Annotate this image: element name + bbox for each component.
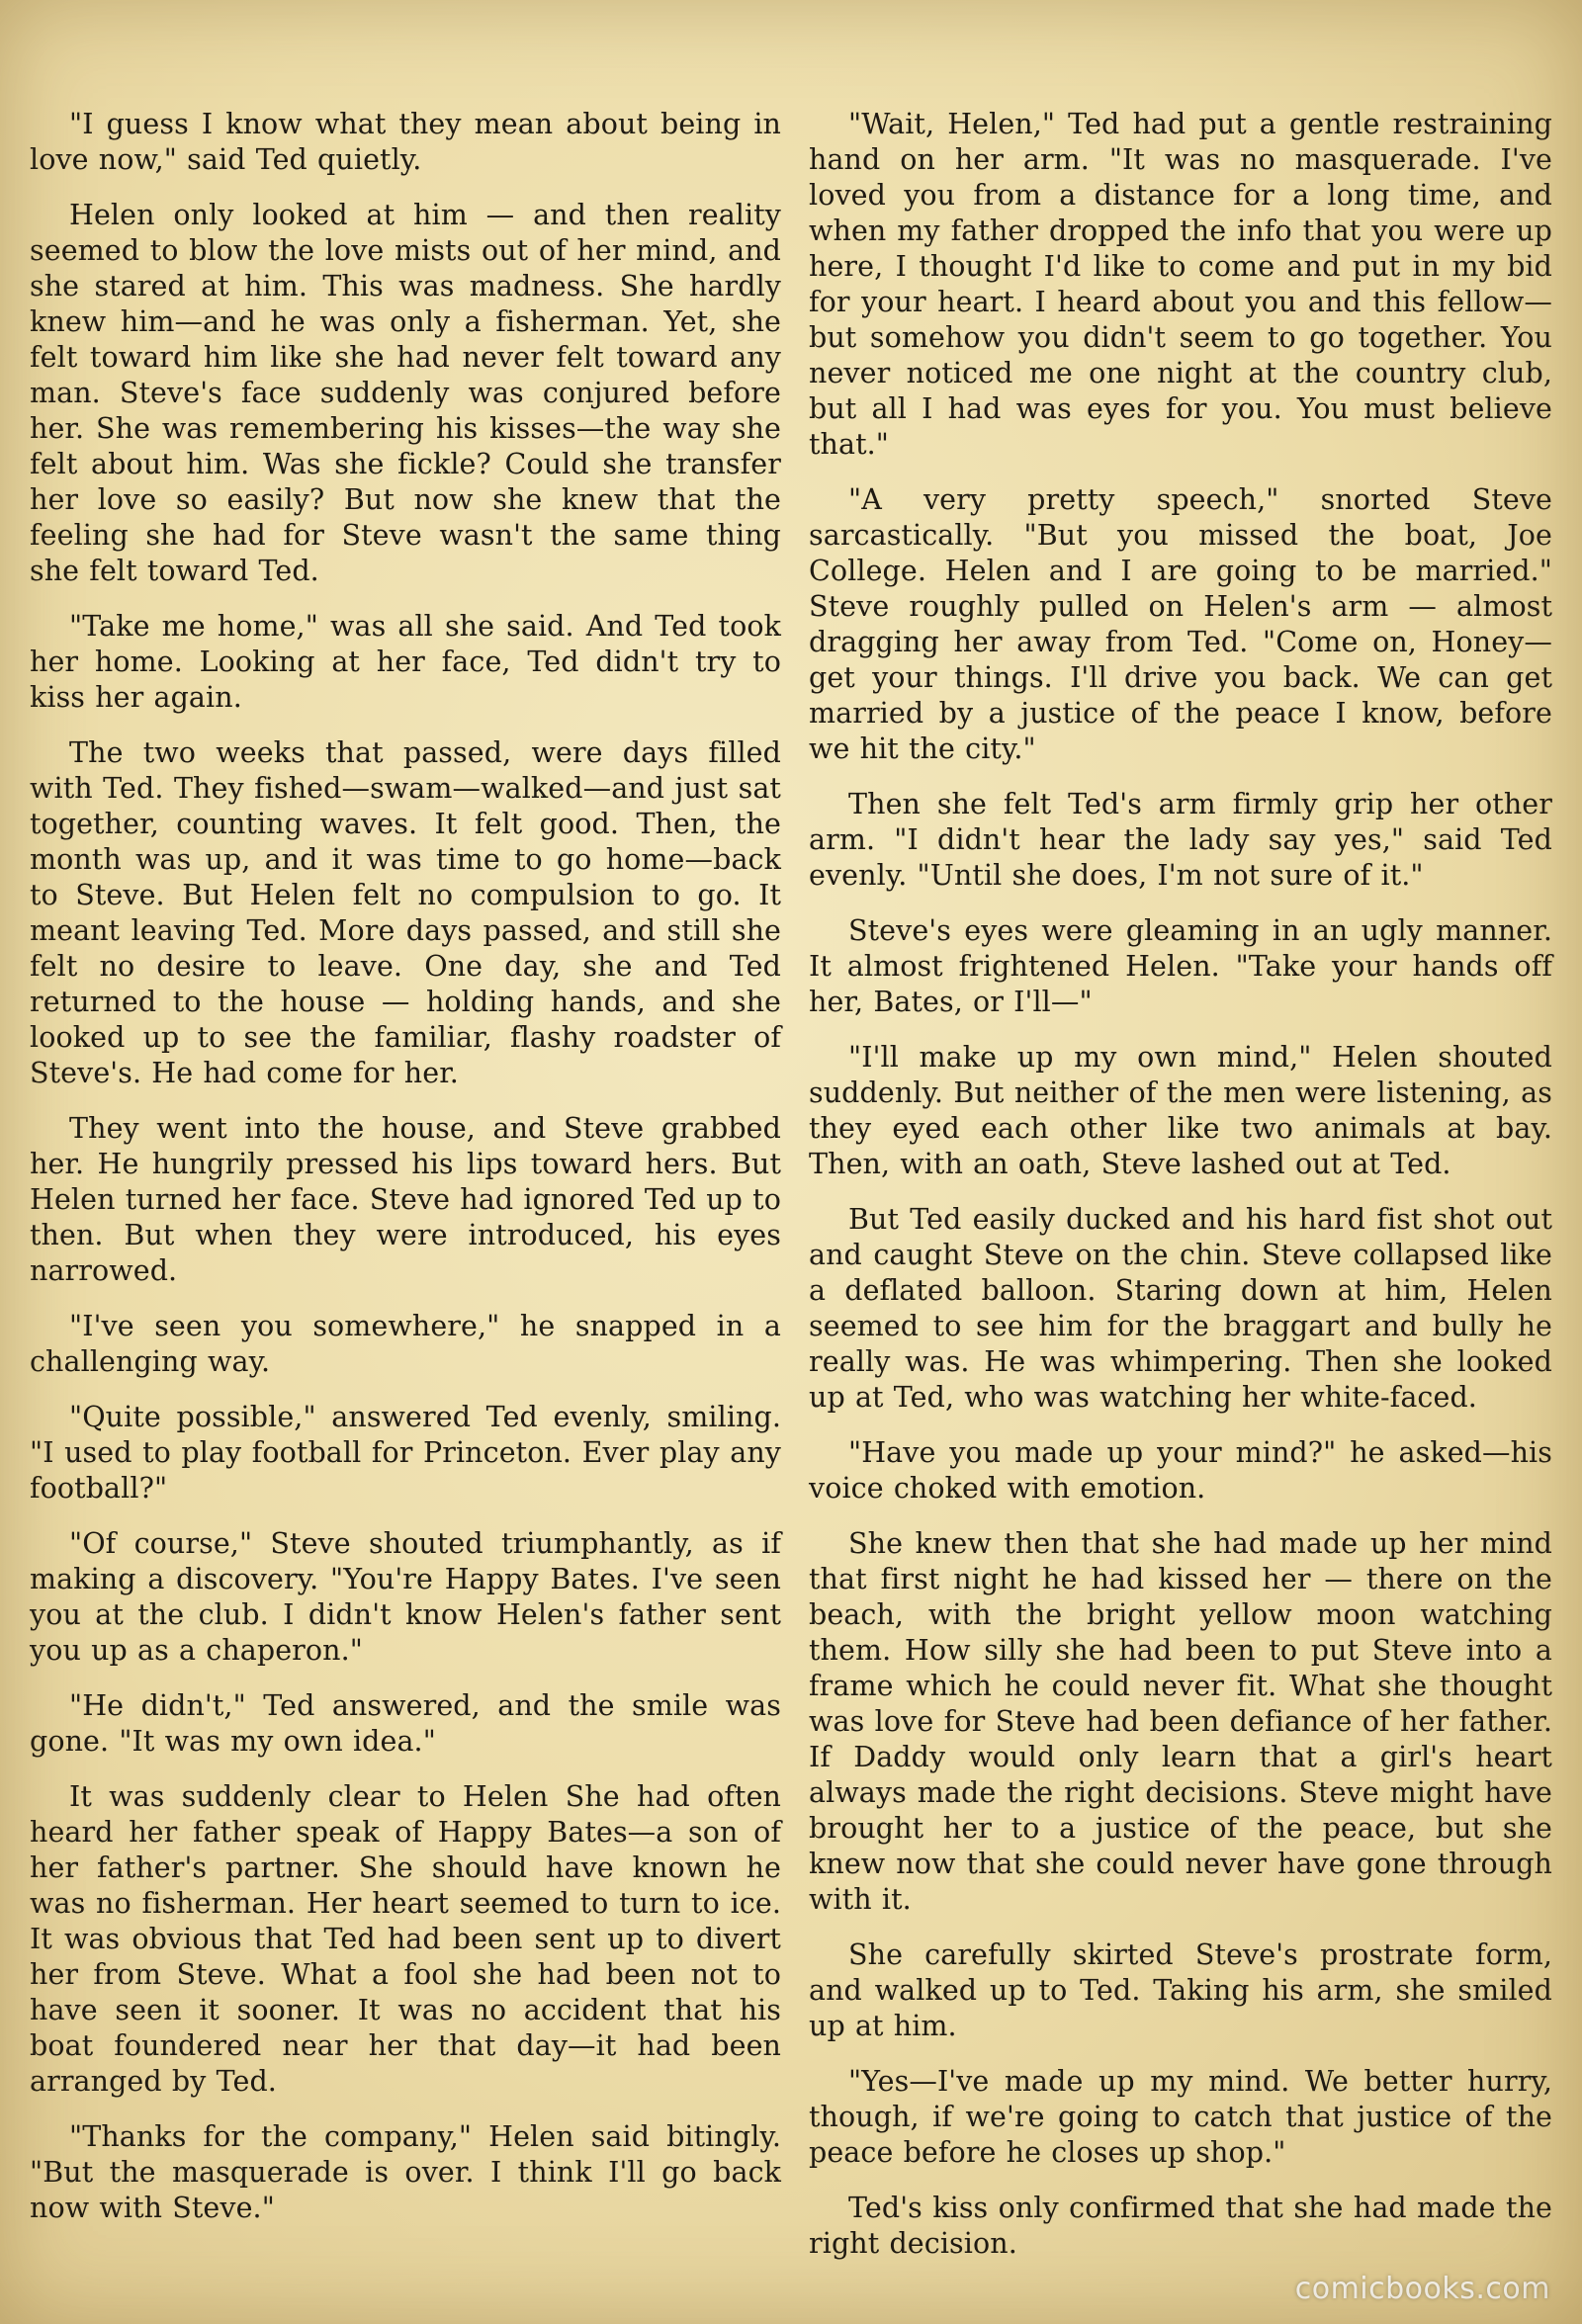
paragraph: "Wait, Helen," Ted had put a gentle restraining hand on her arm. "It was no masquerade. I've loved you from a distance for a long time, and when my father dropped the info that you were up here, I thought I'd like to come and put in my bid for your heart. I heard about you and this fellow—but somehow you didn't seem to go together. You never noticed me one night at the country club, but all I had was eyes for you. You must believe that." xyxy=(809,108,1552,461)
site-watermark: comicbooks.com xyxy=(1294,2272,1550,2306)
paragraph: Ted's kiss only confirmed that she had made the right decision. xyxy=(809,2192,1552,2260)
left-column xyxy=(30,107,781,2246)
paragraph: The two weeks that passed, were days filled with Ted. They fished—swam—walked—and just sat together, counting waves. It felt good. Then, the month was up, and it was time to go home—back to Steve. But Helen felt no compulsion to go. It meant leaving Ted. More days passed, and still she felt no desire to leave. One day, she and Ted returned to the house — holding hands, and she looked up to see the familiar, flashy roadster of Steve's. He had come for her. xyxy=(30,736,781,1089)
paragraph: "I'll make up my own mind," Helen shouted suddenly. But neither of the men were listening, as they eyed each other like two animals at bay. Then, with an oath, Steve lashed out at Ted. xyxy=(809,1041,1552,1180)
paragraph: "A very pretty speech," snorted Steve sarcastically. "But you missed the boat, Joe College. Helen and I are going to be married." Steve roughly pulled on Helen's arm — almost dragging her away from Ted. "Come on, Honey—get your things. I'll drive you back. We can get married by a justice of the peace I know, before we hit the city." xyxy=(809,483,1552,765)
paragraph: Steve's eyes were gleaming in an ugly manner. It almost frightened Helen. "Take your hands off her, Bates, or I'll—" xyxy=(809,914,1552,1018)
paragraph: "Of course," Steve shouted triumphantly, as if making a discovery. "You're Happy Bates. I've seen you at the club. I didn't know Helen's father sent you up as a chaperon." xyxy=(30,1527,781,1667)
paragraph: "Thanks for the company," Helen said bitingly. "But the masquerade is over. I think I'll go back now with Steve." xyxy=(30,2120,781,2224)
paragraph: "I've seen you somewhere," he snapped in a challenging way. xyxy=(30,1310,781,1378)
paragraph: "Quite possible," answered Ted evenly, smiling. "I used to play football for Princeton. Ever play any football?" xyxy=(30,1401,781,1505)
right-column xyxy=(809,107,1552,2281)
paragraph: "He didn't," Ted answered, and the smile was gone. "It was my own idea." xyxy=(30,1689,781,1758)
paragraph: But Ted easily ducked and his hard fist shot out and caught Steve on the chin. Steve collapsed like a deflated balloon. Staring down at him, Helen seemed to see him for the braggart and bully he really was. He was whimpering. Then she looked up at Ted, who was watching her white-faced. xyxy=(809,1203,1552,1414)
paragraph: She carefully skirted Steve's prostrate form, and walked up to Ted. Taking his arm, she smiled up at him. xyxy=(809,1938,1552,2042)
paragraph: It was suddenly clear to Helen She had often heard her father speak of Happy Bates—a son of her father's partner. She should have known he was no fisherman. Her heart seemed to turn to ice. It was obvious that Ted had been sent up to divert her from Steve. What a fool she had been not to have seen it sooner. It was no accident that his boat foundered near her that day—it had been arranged by Ted. xyxy=(30,1780,781,2098)
paragraph: Then she felt Ted's arm firmly grip her other arm. "I didn't hear the lady say yes," said Ted evenly. "Until she does, I'm not sure of it." xyxy=(809,788,1552,892)
paragraph: "Have you made up your mind?" he asked—his voice choked with emotion. xyxy=(809,1436,1552,1505)
paragraph: "Take me home," was all she said. And Ted took her home. Looking at her face, Ted didn't try to kiss her again. xyxy=(30,610,781,714)
paragraph: Helen only looked at him — and then reality seemed to blow the love mists out of her mind, and she stared at him. This was madness. She hardly knew him—and he was only a fisherman. Yet, she felt toward him like she had never felt toward any man. Steve's face suddenly was conjured before her. She was remembering his kisses—the way she felt about him. Was she fickle? Could she transfer her love so easily? But now she knew that the feeling she had for Steve wasn't the same thing she felt toward Ted. xyxy=(30,199,781,587)
paragraph: They went into the house, and Steve grabbed her. He hungrily pressed his lips toward hers. But Helen turned her face. Steve had ignored Ted up to then. But when they were introduced, his eyes narrowed. xyxy=(30,1112,781,1287)
paragraph: She knew then that she had made up her mind that first night he had kissed her — there on the beach, with the bright yellow moon watching them. How silly she had been to put Steve into a frame which he could never fit. What she thought was love for Steve had been defiance of her father. If Daddy would only learn that a girl's heart always made the right decisions. Steve might have brought her to a justice of the peace, but she knew now that she could never have gone through with it. xyxy=(809,1527,1552,1916)
paragraph: "I guess I know what they mean about being in love now," said Ted quietly. xyxy=(30,108,781,176)
paragraph: "Yes—I've made up my mind. We better hurry, though, if we're going to catch that justice of the peace before he closes up shop." xyxy=(809,2065,1552,2169)
